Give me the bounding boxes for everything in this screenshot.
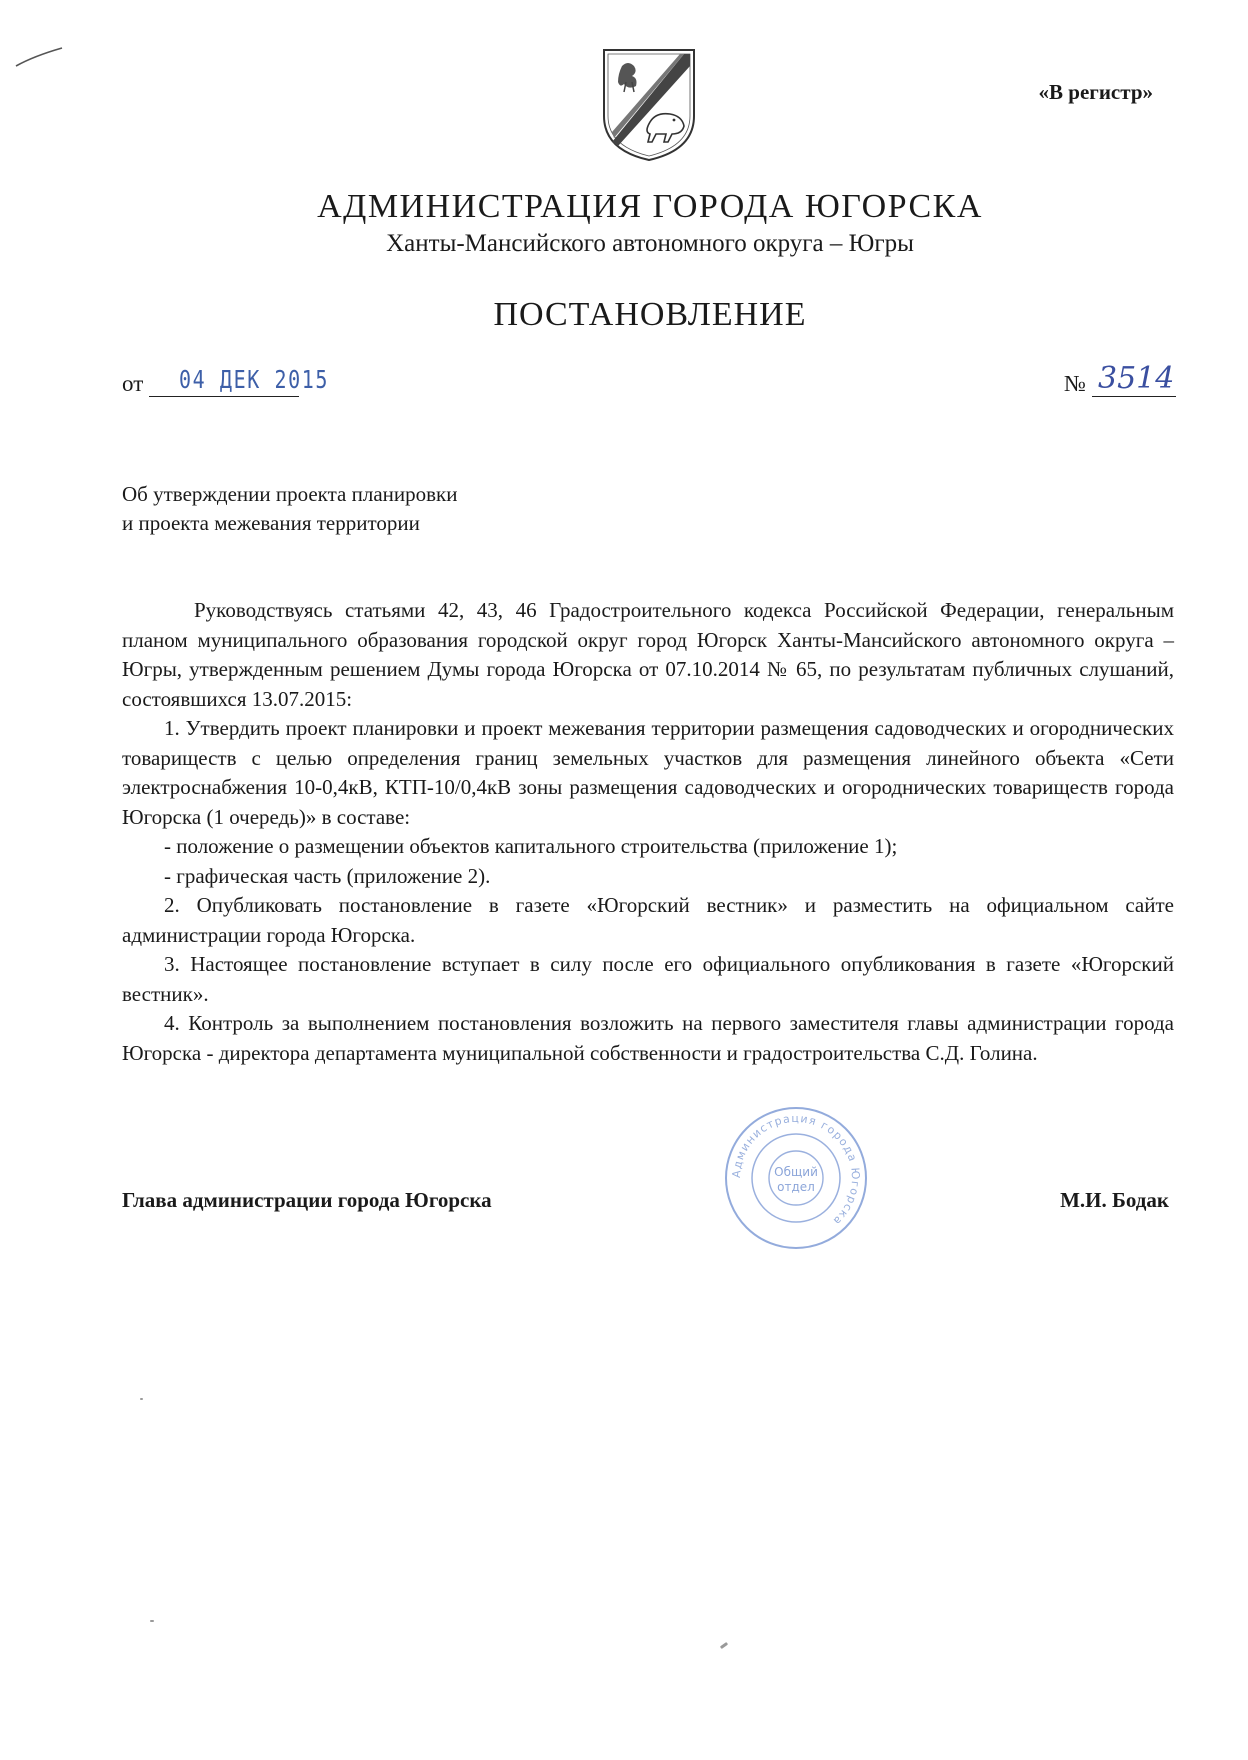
clause-2: 2. Опубликовать постановление в газете «Югорский вестник» и разместить на официальном сайте администрации города Югорска. [122, 893, 1174, 947]
document-subject [122, 480, 458, 538]
organization-subtitle: Ханты-Мансийского автономного округа – Югры [386, 230, 914, 257]
date-field-line [149, 364, 330, 397]
subject-line-2: и проекта межевания территории [122, 511, 420, 535]
handwritten-number: 3514 [1098, 361, 1175, 396]
clause-1-sub-b: - графическая часть (приложение 2). [164, 863, 491, 888]
preamble-paragraph: Руководствуясь статьями 42, 43, 46 Градостроительного кодекса Российской Федерации, генеральным планом муниципального образования городской округ город Югорск Ханты-Мансийского автономного округа – Югры, утвержденным решением Думы города Югорска от 07.10.2014 № 65, по результатам публичных слушаний, состоявшихся 13.07.2015: [122, 598, 1174, 711]
subject-line-1: Об утверждении проекта планировки [122, 482, 458, 506]
organization-title: АДМИНИСТРАЦИЯ ГОРОДА ЮГОРСКА [317, 188, 983, 225]
number-prefix: № [1064, 371, 1086, 396]
seal-center-text-2: отдел [777, 1180, 815, 1194]
clause-1-sub-a: - положение о размещении объектов капитального строительства (приложение 1); [164, 834, 898, 858]
clause-3: 3. Настоящее постановление вступает в силу после его официального опубликования в газете «Югорский вестник». [122, 952, 1174, 1006]
scan-stroke-mark [14, 46, 64, 68]
scan-speck [720, 1642, 728, 1649]
signatory-role: Глава администрации города Югорска [122, 1188, 492, 1212]
seal-center-text-1: Общий [774, 1165, 818, 1179]
clause-4: 4. Контроль за выполнением постановления возложить на первого заместителя главы администрации города Югорска - директора департамента муниципальной собственности и градостроительства С.Д. Голина. [122, 1011, 1174, 1065]
date-prefix: от [122, 371, 144, 396]
seal-ring-text: Администрация города Югорска [729, 1111, 863, 1229]
document-number-row [1064, 361, 1176, 397]
coat-of-arms-emblem [600, 46, 698, 164]
scan-speck [150, 1620, 154, 1622]
document-body [122, 596, 1174, 1068]
clause-1: 1. Утвердить проект планировки и проект межевания территории размещения садоводческих и огороднических товариществ с целью определения границ земельных участков для размещения линейного объекта «Сети электроснабжения 10-0,4кВ, КТП-10/0,4кВ зоны размещения садоводческих и огороднических товариществ города Югорска (1 очередь)» в составе: [122, 716, 1174, 829]
document-type-heading: ПОСТАНОВЛЕНИЕ [493, 296, 807, 333]
document-date-row [122, 364, 330, 397]
number-field-line [1092, 361, 1176, 397]
register-note: «В регистр» [1038, 80, 1153, 104]
scan-speck [140, 1398, 143, 1400]
official-round-seal [722, 1104, 870, 1252]
signatory-name: М.И. Бодак [1060, 1188, 1169, 1212]
date-stamp: 04 ДЕК 2015 [179, 365, 330, 394]
